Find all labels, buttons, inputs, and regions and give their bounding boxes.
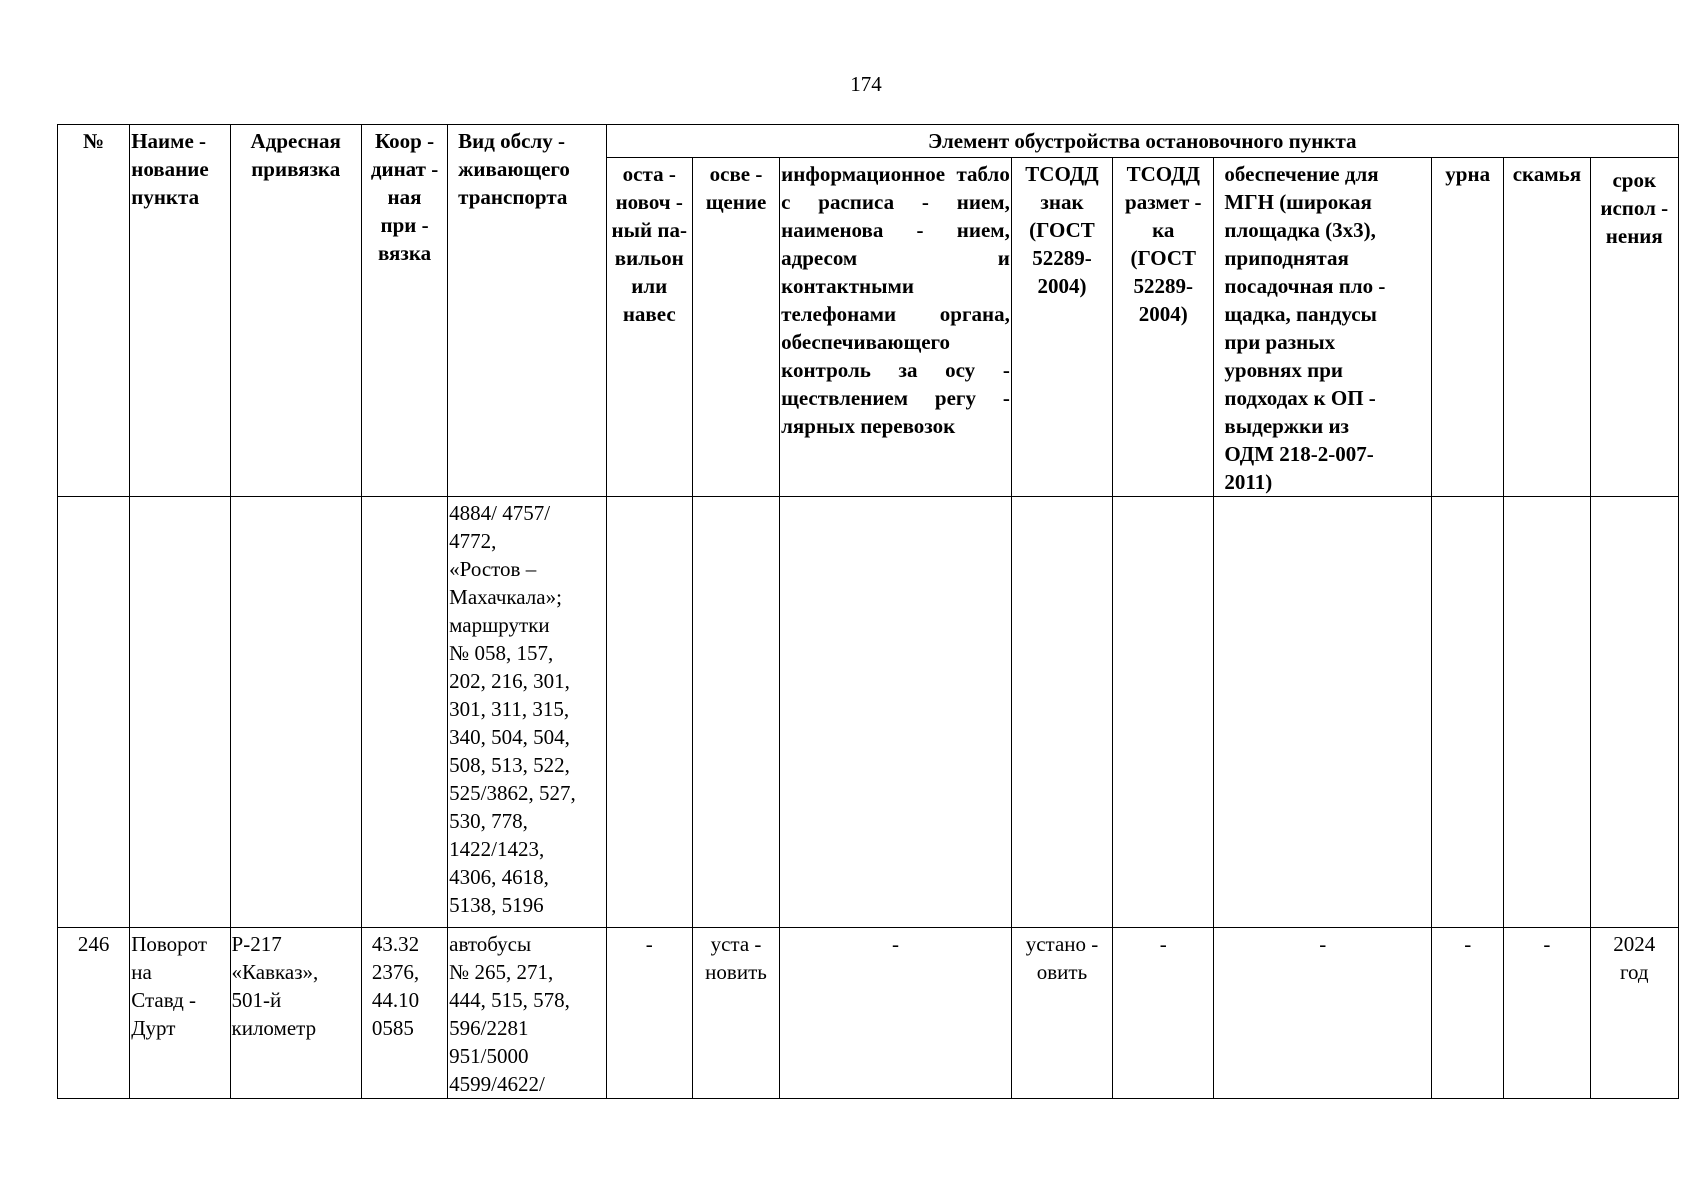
cell-pavilion: - — [606, 928, 692, 1099]
header-mgn: обеспечение для МГН (широкая площадка (3х3), приподнятая посадочная пло - щадка, пандусы при разных уровнях при подходах к ОП - выдержки из ОДМ 218-2-007- 2011) — [1214, 158, 1432, 497]
header-info-board: информационное табло с расписа - нием, наименова - нием, адресом и контактными телефонами органа, обеспечивающего контроль за осу - ществлением регу - лярных перевозок — [780, 158, 1012, 497]
cell-mgn: - — [1214, 928, 1432, 1099]
table-row-continuation — [58, 497, 1679, 928]
cell-info-board — [780, 497, 1012, 928]
cell-coords — [361, 497, 447, 928]
header-address: Адресная привязка — [230, 125, 361, 497]
cell-transport: 4884/ 4757/ 4772, «Ростов – Махачкала»; маршрутки № 058, 157, 202, 216, 301, 301, 311, 315, 340, 504, 504, 508, 513, 522, 525/3862, 527, 530, 778, 1422/1423, 4306, 4618, 5138, 5196 — [448, 497, 606, 928]
header-pavilion: оста - новоч - ный па- вильон или навес — [606, 158, 692, 497]
cell-transport: автобусы № 265, 271, 444, 515, 578, 596/2281 951/5000 4599/4622/ — [448, 928, 606, 1099]
cell-deadline — [1590, 497, 1678, 928]
cell-lighting — [692, 497, 779, 928]
header-name: Наиме - нование пункта — [130, 125, 230, 497]
header-lighting: осве - щение — [692, 158, 779, 497]
cell-coords: 43.32 2376, 44.10 0585 — [361, 928, 447, 1099]
cell-address — [230, 497, 361, 928]
header-group-elements: Элемент обустройства остановочного пункта — [606, 125, 1678, 158]
header-transport: Вид обслу - живающего транспорта — [448, 125, 606, 497]
cell-marking — [1113, 497, 1214, 928]
cell-lighting: уста - новить — [692, 928, 779, 1099]
cell-sign — [1011, 497, 1112, 928]
bus-stops-table — [57, 124, 1679, 1099]
cell-name — [130, 497, 230, 928]
cell-deadline: 2024 год — [1590, 928, 1678, 1099]
cell-mgn — [1214, 497, 1432, 928]
cell-urn — [1432, 497, 1504, 928]
cell-bench — [1504, 497, 1590, 928]
header-row-1 — [58, 125, 1679, 158]
header-coords: Коор - динат - ная при - вязка — [361, 125, 447, 497]
header-num: № — [58, 125, 130, 497]
cell-sign: устано - овить — [1011, 928, 1112, 1099]
header-marking: ТСОДД размет - ка (ГОСТ 52289- 2004) — [1113, 158, 1214, 497]
cell-pavilion — [606, 497, 692, 928]
cell-urn: - — [1432, 928, 1504, 1099]
cell-name: Поворот на Ставд - Дурт — [130, 928, 230, 1099]
cell-address: Р-217 «Кавказ», 501-й километр — [230, 928, 361, 1099]
header-bench: скамья — [1504, 158, 1590, 497]
header-urn: урна — [1432, 158, 1504, 497]
header-sign: ТСОДД знак (ГОСТ 52289- 2004) — [1011, 158, 1112, 497]
page-number: 174 — [850, 72, 882, 96]
cell-bench: - — [1504, 928, 1590, 1099]
cell-num: 246 — [58, 928, 130, 1099]
table-row-246 — [58, 928, 1679, 1099]
cell-info-board: - — [780, 928, 1012, 1099]
cell-marking: - — [1113, 928, 1214, 1099]
header-deadline: срок испол - нения — [1590, 158, 1678, 497]
cell-num — [58, 497, 130, 928]
